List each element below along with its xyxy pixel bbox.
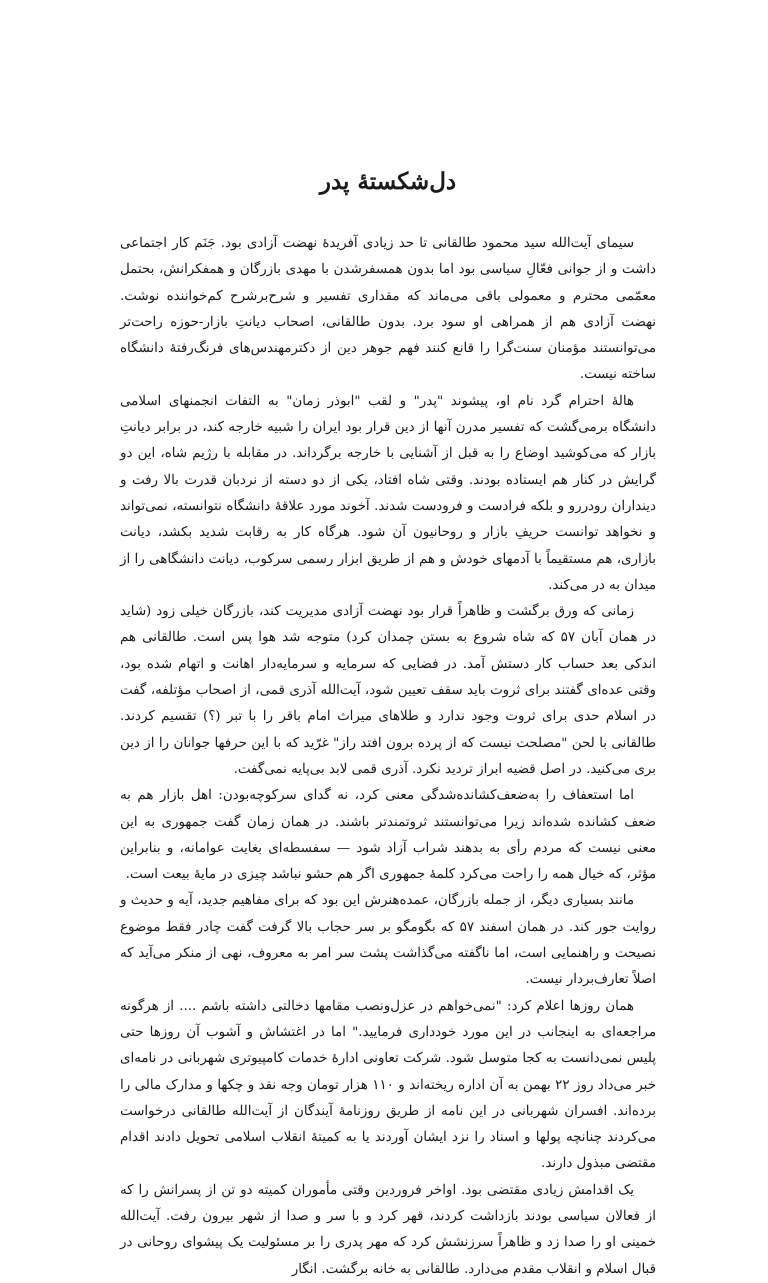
paragraph-4: اما استعفاف را به‌ضعف‌کشانده‌شدگی معنی کرد، نه گدای سرکوچه‌بودن: اهل بازار هم به ضعف کشانده شده‌اند زیرا می‌توانستند ثروتمندتر باشند. در همان زمان گفت جمهوری به این معنی نیست که مردم رأی به بدهند شراب آزاد شود — سفسطه‌ای بغایت عوامانه، و بنابراین مؤثر، که خیال همه را راحت می‌کرد کلمهٔ جمهوری اگر هم حشو نباشد چیزی در مایهٔ بیعت است. — [120, 788, 656, 883]
paragraph-3: زمانی که ورق برگشت و ظاهراً قرار بود نهضت آزادی مدیریت کند، بازرگان خیلی زود (شاید در همان آبان ۵۷ که شاه شروع به بستن چمدان کرد) متوجه شد هوا پس است. طالقانی هم اندکی بعد حساب کار دستش آمد. در فضایی که سرمایه و سرمایه‌دار اهانت و اتهام شده بود، وقتی عده‌ای گفتند برای ثروت باید سقف تعیین شود، آیت‌الله آذری قمی، از اصحاب مؤتلفه، گفت در اسلام حدی برای ثروت وجود ندارد و طلاهای میراث امام باقر را با تبر (؟) تقسیم کردند. طالقانی با لحن "مصلحت نیست که از پرده برون افتد راز" غرّید که با این حرفها جوانان را از دین بری می‌کنید. در اصل قضیه ابراز تردید نکرد. آذری قمی لابد بی‌پایه نمی‌گفت. — [120, 604, 656, 777]
paragraph-1: سیمای آیت‌الله سید محمود طالقانی تا حد زیادی آفریدهٔ نهضت آزادی بود. جَنَم کار اجتماعی داشت و از جوانی فعّالِ سیاسی بود اما بدون همسفرشدن با مهدی بازرگان و همفکرانش، بحتمل معمّمی محترم و معمولی باقی می‌ماند که مقداری تفسیر و شرح‌برشرح کم‌خواننده نوشت. نهضت آزادی هم از همراهی او سود برد. بدون طالقانی، اصحاب دیانتِ بازار-حوزه راحت‌تر می‌توانستند مؤمنان سنت‌گرا را قانع کنند فهم جوهر دین از دکترمهندس‌های فرنگ‌رفتهٔ دانشگاه ساخته نیست. — [120, 236, 656, 383]
paragraph-5: مانند بسیاری دیگر، از جمله بازرگان، عمده‌هنرش این بود که برای مفاهیم جدید، آیه و حدیث و روایت جور کند. در همان اسفند ۵۷ که بگومگو بر سر حجاب بالا گرفت گفت چادر فقط موضوع نصیحت و راهنمایی است، اما ناگفته می‌گذاشت پشت سر امر به معروف، نهی از منکر می‌آید که اصلاً تعارف‌بردار نیست. — [120, 893, 656, 988]
paragraph-6: همان روزها اعلام کرد: "نمی‌خواهم در عزل‌ونصب مقامها دخالتی داشته باشم .... از هرگونه مراجعه‌ای به اینجانب در این مورد خودداری فرمایید." اما در اغتشاش و آشوب آن روزها حتی پلیس نمی‌دانست به کجا متوسل شود. شرکت تعاونی ادارهٔ خدمات کامپیوتری شهربانی در نامه‌ای خبر می‌داد روز ۲۲ بهمن به آن اداره ریخته‌اند و ۱۱۰ هزار تومان وجه نقد و چکها و مدارک مالی را برده‌اند. افسران شهربانی در این نامه از طریق روزنامهٔ آیندگان از آیت‌الله طالقانی درخواست می‌کردند چنانچه پولها و اسناد را نزد ایشان آوردند یا به کمیتهٔ انقلاب اسلامی تحویل دادند اقدام مقتضی مبذول دارند. — [120, 998, 657, 1172]
paragraph-7: یک اقدامش زیادی مقتضی بود. اواخر فروردین وقتی مأموران کمیته دو تن از پسرانش را که از فعالان سیاسی بودند بازداشت کردند، قهر کرد و با سر و صدا از شهر بیرون رفت. آیت‌الله خمینی او را صدا زد و ظاهراً سرزنشش کرد که مهر پدری را بر مسئولیت یک پیشوای روحانی در قبال اسلام و انقلاب مقدم می‌دارد. طالقانی به خانه برگشت. انگار — [120, 1182, 656, 1277]
chapter-title: دل‌شکستهٔ پدر — [319, 168, 457, 195]
paragraph-2: هالهٔ احترام گرد نام او، پیشوند "پدر" و لقب "ابوذر زمان" به التفات انجمنهای اسلامی دانشگاه برمی‌گشت که تفسیر مدرن آنها از دین قرار بود ایران را شبیه خارجه کند، در برابر دیانتِ بازار که می‌کوشید اوضاع را به قبل از آشنایی با خارجه برگرداند. در مقابله با رژیم شاه، این دو گرایش در کنار هم ایستاده بودند. وقتی شاه افتاد، یکی از دو دسته از نردبان قدرت بالا رفت و دینداران رودررو و بلکه فرادست و فرودست شدند. آخوند مورد علاقهٔ دانشگاه نتوانسته، نمی‌تواند و نخواهد توانست حریفِ بازار و روحانیون آن شود. هرگاه کار به رقابت شدید بکشد، دیانت بازاری، هم مستقیماً با آدمهای خودش و هم از طریق ابزار رسمی سرکوب، دیانت دانشگاهی را از میدان به در می‌کند. — [120, 393, 656, 593]
